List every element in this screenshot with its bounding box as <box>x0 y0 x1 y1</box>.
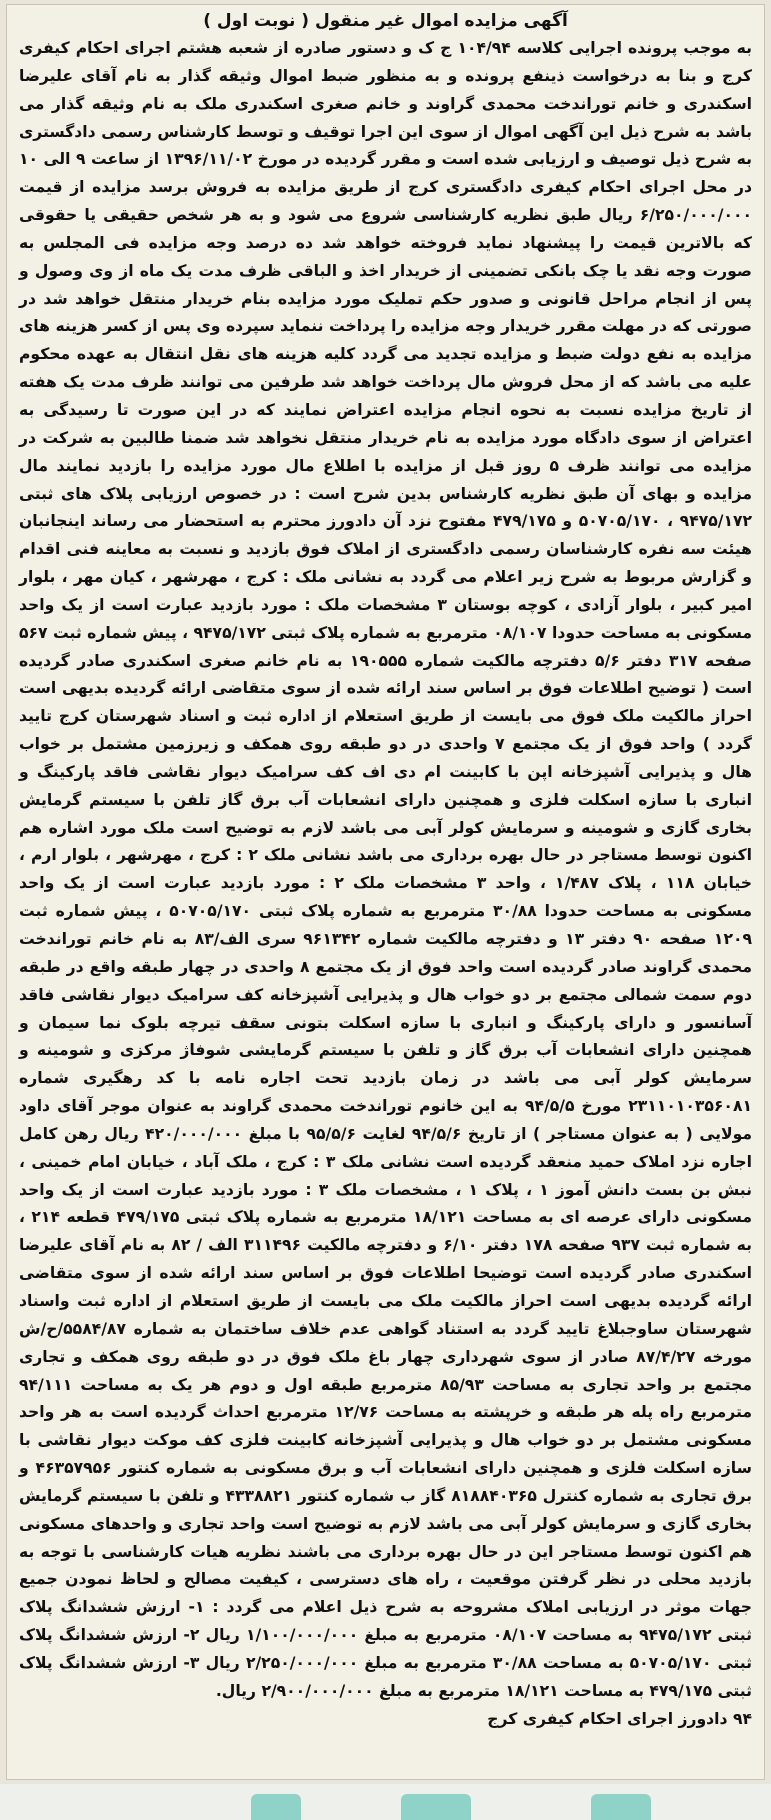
notice-title: آگهی مزایده اموال غیر منقول ( نوبت اول ) <box>203 11 568 31</box>
bottom-strip <box>0 1784 771 1820</box>
notice-signature: ۹۴ دادورز اجرای احکام کیفری کرج <box>487 1709 752 1728</box>
decorative-shape <box>591 1794 651 1820</box>
newspaper-clipping <box>6 4 765 1780</box>
notice-body: به موجب پرونده اجرایی کلاسه ۱۰۴/۹۴ ج ک و دستور صادره از شعبه هشتم اجرای احکام کیفری کرج و بنا به درخواست ذینفع پرونده و به منظور ضبط اموال وثیقه گذار به نام آقای علیرضا اسکندری و خانم توراندخت محمدی گراوند و خانم صغری اسکندری ملک به نام وثیقه گذار می باشد به شرح ذیل این آگهی اموال از سوی این اجرا توقیف و توسط کارشناس رسمی دادگستری به شرح ذیل توصیف و ارزیابی شده است و مقرر گردیده در مورخ ۱۳۹۶/۱۱/۰۲ از ساعت ۹ الی ۱۰ در محل اجرای احکام کیفری دادگستری کرج از طریق مزایده به فروش برسد مزایده از قیمت ۶/۲۵۰/۰۰۰/۰۰۰ ریال طبق نظریه کارشناسی شروع می شود و به هر شخص حقیقی یا حقوقی که بالاترین قیمت را پیشنهاد نماید فروخته خواهد شد ده درصد وجه مزایده فی المجلس به صورت وجه نقد یا چک بانکی تضمینی از خریدار اخذ و الباقی ظرف مدت یک ماه از وی وصول و پس از انجام مراحل قانونی و صدور حکم تملیک مورد مزایده بنام خریدار منتقل خواهد شد در صورتی که در مهلت مقرر خریدار وجه مزایده را پرداخت ننماید سپرده وی پس از کسر هزینه های مزایده به نفع دولت ضبط و مزایده تجدید می گردد کلیه هزینه های نقل انتقال به عهده محکوم علیه می باشد که از محل فروش مال پرداخت خواهد شد طرفین می توانند ظرف مدت یک هفته از تاریخ مزایده نسبت به نحوه انجام مزایده اعتراض نمایند که در این صورت تا رسیدگی به اعتراض از سوی دادگاه مورد مزایده به نام خریدار منتقل نخواهد شد ضمنا طالبین به شرکت در مزایده می توانند ظرف ۵ روز قبل از مزایده با اطلاع مال مورد مزایده را بازدید نمایند مال مزایده و بهای آن طبق نظریه کارشناس بدین شرح است : در خصوص ارزیابی پلاک های ثبتی ۹۴۷۵/۱۷۲ ، ۵۰۷۰۵/۱۷۰ و ۴۷۹/۱۷۵ مفتوح نزد آن دادورز محترم به استحضار می رساند اینجانبان هیئت سه نفره کارشناسان رسمی دادگستری از املاک فوق بازدید و نسبت به معاینه فنی اقدام و گزارش مربوط به شرح زیر اعلام می گردد به نشانی ملک : کرج ، مهرشهر ، کیان مهر ، بلوار امیر کبیر ، بلوار آزادی ، کوچه بوستان ۳ مشخصات ملک : مورد بازدید عبارت است از یک واحد مسکونی به مساحت حدودا ۰۸/۱۰۷ مترمربع به شماره پلاک ثبتی ۹۴۷۵/۱۷۲ ، پیش شماره ثبت ۵۶۷ صفحه ۳۱۷ دفتر ۵/۶ دفترچه مالکیت شماره ۱۹۰۵۵۵ به نام خانم صغری اسکندری صادر گردیده است ( توضیح اطلاعات فوق بر اساس سند ارائه شده از سوی متقاضی ارائه گردیده بدیهی است احراز مالکیت ملک فوق می بایست از طریق استعلام از اداره ثبت و اسناد شهرستان کرج تایید گردد ) واحد فوق از یک مجتمع ۷ واحدی در دو طبقه روی همکف و زیرزمین مشتمل بر خواب هال و پذیرایی آشپزخانه اپن با کابینت ام دی اف کف سرامیک دیوار نقاشی فاقد پارکینگ و انباری با سازه اسکلت فلزی و همچنین دارای انشعابات آب برق گاز تلفن با سیستم گرمایش بخاری گازی و شومینه و سرمایش کولر آبی می باشد لازم به توضیح است ملک مورد اشاره هم اکنون توسط مستاجر در حال بهره برداری می باشد نشانی ملک ۲ : کرج ، مهرشهر ، بلوار ارم ، خیابان ۱۱۸ ، پلاک ۱/۴۸۷ ، واحد ۳ مشخصات ملک ۲ : مورد بازدید عبارت است از یک واحد مسکونی به مساحت حدودا ۳۰/۸۸ مترمربع به شماره پلاک ثبتی ۵۰۷۰۵/۱۷۰ ، پیش شماره ثبت ۱۲۰۹ صفحه ۹۰ دفتر ۱۳ و دفترچه مالکیت شماره ۹۶۱۳۴۲ سری الف/۸۳ به نام خانم توراندخت محمدی گراوند صادر گردیده است واحد فوق از یک مجتمع ۸ واحدی در چهار طبقه واقع در طبقه دوم سمت شمالی مجتمع بر دو خواب هال و پذیرایی آشپزخانه کف سرامیک دیوار نقاشی فاقد آسانسور و دارای پارکینگ و انباری با سازه اسکلت بتونی سقف تیرچه بلوک نما سیمان و همچنین دارای انشعابات آب برق گاز و تلفن با سیستم گرمایشی شوفاژ مرکزی و شومینه و سرمایش کولر آبی می باشد در زمان بازدید تحت اجاره نامه با کد رهگیری شماره ۲۳۱۱۰۱۰۳۵۶۰۸۱ مورخ ۹۴/۵/۵ به این خانوم توراندخت محمدی گراوند به عنوان موجر آقای داود مولایی ( به عنوان مستاجر ) از تاریخ ۹۴/۵/۶ لغایت ۹۵/۵/۶ با مبلغ ۴۲۰/۰۰۰/۰۰۰ ریال رهن کامل اجاره نزد املاک حمید منعقد گردیده است نشانی ملک ۳ : کرج ، ملک آباد ، خیابان امام خمینی ، نبش بن بست دانش آموز ۱ ، پلاک ۱ ، مشخصات ملک ۳ : مورد بازدید عبارت است از یک واحد مسکونی دارای عرصه ای به مساحت ۱۸/۱۲۱ مترمربع به شماره پلاک ثبتی ۴۷۹/۱۷۵ قطعه ۲۱۴ ، به شماره ثبت ۹۳۷ صفحه ۱۷۸ دفتر ۶/۱۰ و دفترچه مالکیت ۳۱۱۴۹۶ الف / ۸۲ به نام آقای علیرضا اسکندری صادر گردیده است توضیحا اطلاعات فوق بر اساس سند ارائه شده از سوی متقاضی ارائه گردیده بدیهی است احراز مالکیت ملک می بایست از طریق استعلام از اداره ثبت واسناد شهرستان ساوجبلاغ تایید گردد به استناد گواهی عدم خلاف ساختمان به شماره ۵۵۸۴/۸۷/ح/ش مورخه ۸۷/۴/۲۷ صادر از سوی شهرداری چهار باغ ملک فوق در دو طبقه روی همکف و تجاری مجتمع بر واحد تجاری به مساحت ۸۵/۹۳ مترمربع طبقه اول و دوم هر یک به مساحت ۹۴/۱۱۱ مترمربع راه پله هر طبقه و خرپشته به مساحت ۱۲/۷۶ مترمربع احداث گردیده است به هر واحد مسکونی مشتمل بر دو خواب هال و پذیرایی آشپزخانه کابینت فلزی کف موکت دیوار نقاشی با سازه اسکلت فلزی و همچنین دارای انشعابات آب و برق مسکونی به شماره کنتور ۴۶۳۵۷۹۵۶ و برق تجاری به شماره کنترل ۸۱۸۸۴۰۳۶۵ گاز ب شماره کنتور ۴۳۳۸۸۲۱ و تلفن با سیستم گرمایش بخاری گازی و سرمایش کولر آبی می باشد لازم به توضیح است واحد تجاری و واحدهای مسکونی هم اکنون توسط مستاجر این در حال بهره برداری می باشند نظریه هیات کارشناسی با توجه به بازدید محلی در نظر گرفتن موقعیت ، راه های دسترسی ، کیفیت مصالح و لحاظ نمودن جمیع جهات موثر در ارزیابی املاک مشروحه به شرح ذیل اعلام می گردد : ۱- ارزش ششدانگ پلاک ثبتی ۹۴۷۵/۱۷۲ به مساحت ۰۸/۱۰۷ مترمربع به مبلغ ۱/۱۰۰/۰۰۰/۰۰۰ ریال ۲- ارزش ششدانگ پلاک ثبتی ۵۰۷۰۵/۱۷۰ به مساحت ۳۰/۸۸ مترمربع به مبلغ ۲/۲۵۰/۰۰۰/۰۰۰ ریال ۳- ارزش ششدانگ پلاک ثبتی ۴۷۹/۱۷۵ به مساحت ۱۸/۱۲۱ مترمربع به مبلغ ۲/۹۰۰/۰۰۰/۰۰۰ ریال. <box>13 39 753 1700</box>
decorative-shape <box>251 1794 301 1820</box>
decorative-shape <box>401 1794 471 1820</box>
